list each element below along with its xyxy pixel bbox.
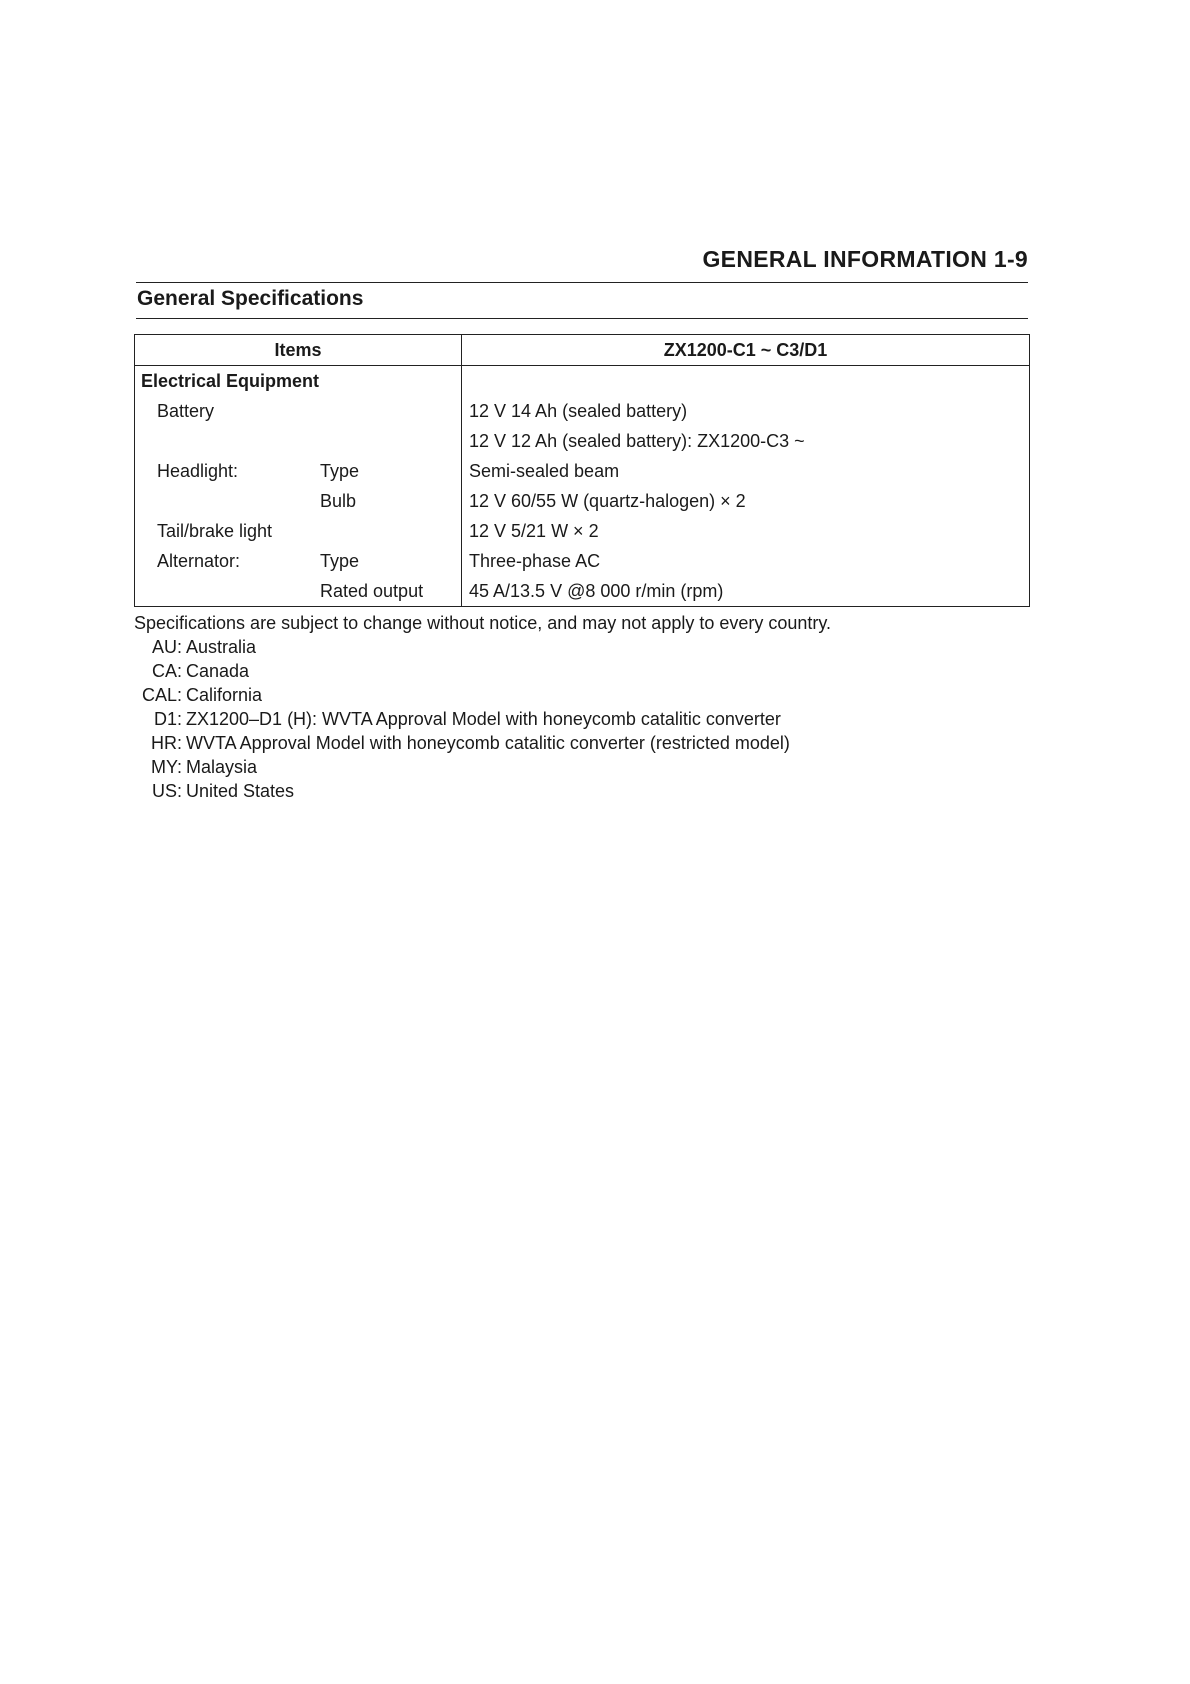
abbreviation-item: [134, 683, 831, 707]
spec-value: 12 V 5/21 W × 2: [462, 516, 1030, 546]
sub-label: Type: [320, 551, 360, 571]
abbreviation-code: HR:: [151, 733, 182, 753]
abbreviation-item: [134, 659, 831, 683]
abbreviation-code: US:: [151, 781, 182, 801]
abbreviation-text: California: [186, 685, 263, 705]
table-row: [135, 516, 1030, 546]
abbreviation-code: CA:: [151, 661, 182, 681]
spec-table: [134, 334, 1030, 607]
abbreviation-text: United States: [186, 781, 295, 801]
table-row: [135, 576, 1030, 607]
table-row-group: [135, 366, 1030, 397]
page-header-title: GENERAL INFORMATION 1-9: [702, 246, 1028, 272]
abbreviation-code: CAL:: [141, 685, 182, 705]
table-header-row: [135, 335, 1030, 366]
spec-value: 45 A/13.5 V @8 000 r/min (rpm): [462, 576, 1030, 607]
sub-label: Bulb: [320, 491, 357, 511]
abbreviation-text: WVTA Approval Model with honeycomb catalitic converter (restricted model): [186, 733, 790, 753]
section-rule: [136, 318, 1028, 319]
abbreviation-code: AU:: [151, 637, 182, 657]
notes-block: [134, 611, 831, 803]
abbreviation-text: ZX1200–D1 (H): WVTA Approval Model with honeycomb catalitic converter: [186, 709, 781, 729]
table-row: [135, 486, 1030, 516]
table-row: [135, 456, 1030, 486]
abbreviation-text: Canada: [186, 661, 250, 681]
item-label: Alternator:: [157, 551, 241, 571]
table-row: [135, 396, 1030, 426]
item-label: Battery: [157, 401, 215, 421]
abbreviation-text: Australia: [186, 637, 257, 657]
abbreviation-item: [134, 779, 831, 803]
table-row: [135, 426, 1030, 456]
item-label: Headlight:: [157, 461, 239, 481]
abbreviation-code: MY:: [150, 757, 182, 777]
section-title: General Specifications: [137, 287, 364, 310]
spec-value: Three-phase AC: [462, 546, 1030, 576]
abbreviation-item: [134, 707, 831, 731]
header-rule: [136, 282, 1028, 283]
abbreviation-item: [134, 755, 831, 779]
spec-value: 12 V 14 Ah (sealed battery): [462, 396, 1030, 426]
abbreviation-text: Malaysia: [186, 757, 258, 777]
sub-label: Type: [320, 461, 360, 481]
table-row: [135, 546, 1030, 576]
item-label: Tail/brake light: [157, 521, 273, 541]
spec-value: 12 V 60/55 W (quartz-halogen) × 2: [462, 486, 1030, 516]
abbreviation-item: [134, 731, 831, 755]
header-items: Items: [135, 335, 462, 366]
group-label: Electrical Equipment: [141, 371, 320, 391]
header-model: ZX1200-C1 ~ C3/D1: [462, 335, 1030, 366]
abbreviation-item: [134, 635, 831, 659]
spec-value: 12 V 12 Ah (sealed battery): ZX1200-C3 ~: [462, 426, 1030, 456]
abbreviation-code: D1:: [153, 709, 182, 729]
notes-intro: Specifications are subject to change without notice, and may not apply to every country.: [134, 613, 832, 633]
spec-value: Semi-sealed beam: [462, 456, 1030, 486]
sub-label: Rated output: [320, 581, 424, 601]
